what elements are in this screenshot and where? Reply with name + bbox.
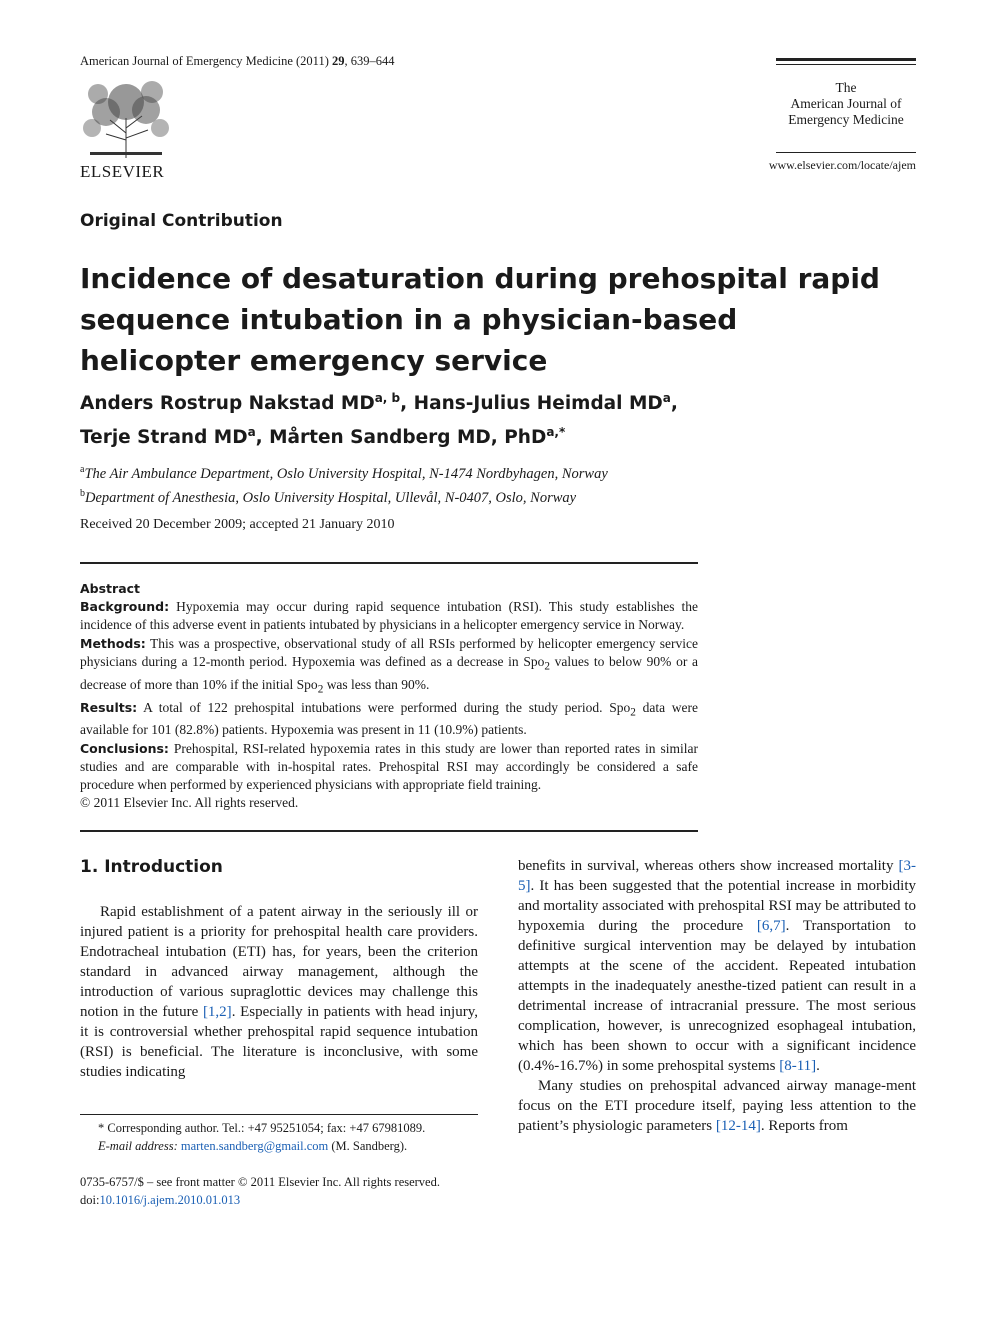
abstract-background: Background: Hypoxemia may occur during rapid sequence intubation (RSI). This study establishes the incidence of this adverse event in patients intubated by physicians in a helicopter emergency service in Norway. bbox=[80, 599, 699, 633]
author: Mårten Sandberg MD, PhD bbox=[269, 427, 547, 449]
abstract-rule-bottom bbox=[80, 830, 698, 832]
journal-name: The American Journal of Emergency Medicine bbox=[788, 80, 904, 127]
received-dates: Received 20 December 2009; accepted 21 January 2010 bbox=[80, 517, 395, 532]
header-rule-thin bbox=[776, 64, 916, 65]
doi-link[interactable]: 10.1016/j.ajem.2010.01.013 bbox=[99, 1193, 241, 1207]
corresponding-author: * Corresponding author. Tel.: +47 95251054; fax: +47 67981089. bbox=[98, 1121, 426, 1135]
abstract-methods: Methods: This was a prospective, observational study of all RSIs performed by helicopter emergency service physicians during a 12-month period. Hypoxemia was defined as a decrease in Spo$_2$ values to below 90% or a decrease of more than 10% if the initial Spo$_2$ was less than 90%. bbox=[80, 635, 698, 696]
body-column-left bbox=[80, 902, 478, 1082]
volume: 29 bbox=[332, 54, 345, 68]
paragraph: Rapid establishment of a patent airway in the seriously ill or injured patient is a priority for prehospital health care providers. Endotracheal intubation (ETI) has, for years, been the criterion standard in advanced airway management, although the introduction of various supraglottic devices may challenge this notion in the future [1,2]. Especially in patients with head injury, it is controversial whether prehospital rapid sequence intubation (RSI) is beneficial. The literature is inconclusive, with some studies indicating bbox=[80, 904, 478, 1080]
journal-url[interactable]: www.elsevier.com/locate/ajem bbox=[768, 158, 916, 172]
author: Terje Strand MD bbox=[80, 427, 248, 449]
url-rule bbox=[776, 152, 916, 153]
email-link[interactable]: marten.sandberg@gmail.com bbox=[180, 1139, 329, 1153]
footnote bbox=[80, 1119, 478, 1155]
reference-link[interactable]: [3-5] bbox=[518, 858, 916, 894]
body-column-right bbox=[518, 856, 916, 1136]
elsevier-tree-logo bbox=[80, 78, 172, 160]
front-matter: 0735-6757/$ – see front matter © 2011 Elsevier Inc. All rights reserved. doi:10.1016/j.ajem.2010.01.013 bbox=[80, 1173, 500, 1209]
reference-link[interactable]: [12-14] bbox=[715, 1118, 761, 1134]
publisher-name: ELSEVIER bbox=[80, 162, 165, 181]
affiliation: $^b$Department of Anesthesia, Oslo University Hospital, Ullevål, N-0407, Oslo, Norway bbox=[80, 487, 577, 506]
article-type: Original Contribution bbox=[80, 211, 283, 231]
header-rule-thick bbox=[776, 58, 916, 61]
journal-citation: American Journal of Emergency Medicine (2011) 29, 639–644 bbox=[80, 54, 395, 68]
abstract-results: Results: A total of 122 prehospital intubations were performed during the study period. Spo$_2$ data were available for 101 (82.8%) patients. Hypoxemia was present in 11 (10.9%) patients. bbox=[80, 699, 698, 738]
email-line: E-mail address: marten.sandberg@gmail.com (M. Sandberg). bbox=[98, 1139, 408, 1153]
author-list: Anders Rostrup Nakstad MD$^{a, b}$, Hans-Julius Heimdal $MD^a$, Terje Strand $MD^a$, Mårten Sandberg MD, PhD$^{a,*}$ bbox=[80, 391, 678, 449]
reference-link[interactable]: [8-11] bbox=[779, 1058, 817, 1074]
affiliation: $^a$The Air Ambulance Department, Oslo University Hospital, N-1474 Nordbyhagen, Norway bbox=[80, 464, 608, 482]
abstract-rule-top bbox=[80, 562, 698, 564]
abstract-heading: Abstract bbox=[80, 581, 141, 596]
author: Anders Rostrup Nakstad MD bbox=[80, 393, 375, 415]
reference-link[interactable]: [1,2] bbox=[202, 1004, 232, 1020]
paragraph: Many studies on prehospital advanced airway manage-ment focus on the ETI procedure itself, paying less attention to the patient’s physiologic parameters [12-14]. Reports from bbox=[518, 1078, 916, 1134]
doi-line: doi:10.1016/j.ajem.2010.01.013 bbox=[80, 1193, 241, 1207]
author: Hans-Julius Heimdal MD bbox=[413, 393, 663, 415]
abstract-conclusions: Conclusions: Prehospital, RSI-related hypoxemia rates in this study are lower than reported rates in similar studies and are comparable with in-hospital rates. Prehospital RSI may accordingly be considered a safe procedure when performed by experienced physicians with appropriate field training. bbox=[80, 740, 698, 793]
footnote-rule bbox=[80, 1114, 478, 1115]
affiliations bbox=[80, 460, 720, 508]
abstract bbox=[80, 580, 698, 813]
article-title: Incidence of desaturation during prehospital rapid sequence intubation in a physician-based helicopter emergency service bbox=[80, 262, 880, 377]
section-heading-introduction: 1. Introduction bbox=[80, 857, 223, 877]
abstract-copyright: © 2011 Elsevier Inc. All rights reserved. bbox=[80, 795, 299, 811]
paragraph: benefits in survival, whereas others show increased mortality [3-5]. It has been suggested that the potential increase in morbidity and mortality associated with prehospital RSI may be attributed to hypoxemia during the procedure [6,7]. Transportation to definitive surgical intervention may be delayed by intubation attempts at the scene of the accident. Repeated intubation attempts in the inadequately anesthe-tized patient can result in a detrimental increase of intracranial pressure. The most serious complication, however, is unrecognized esophageal intubation, which has been shown to occur with a significant incidence (0.4%-16.7%) in some prehospital systems [8-11]. bbox=[518, 858, 916, 1074]
reference-link[interactable]: [6,7] bbox=[756, 918, 786, 934]
